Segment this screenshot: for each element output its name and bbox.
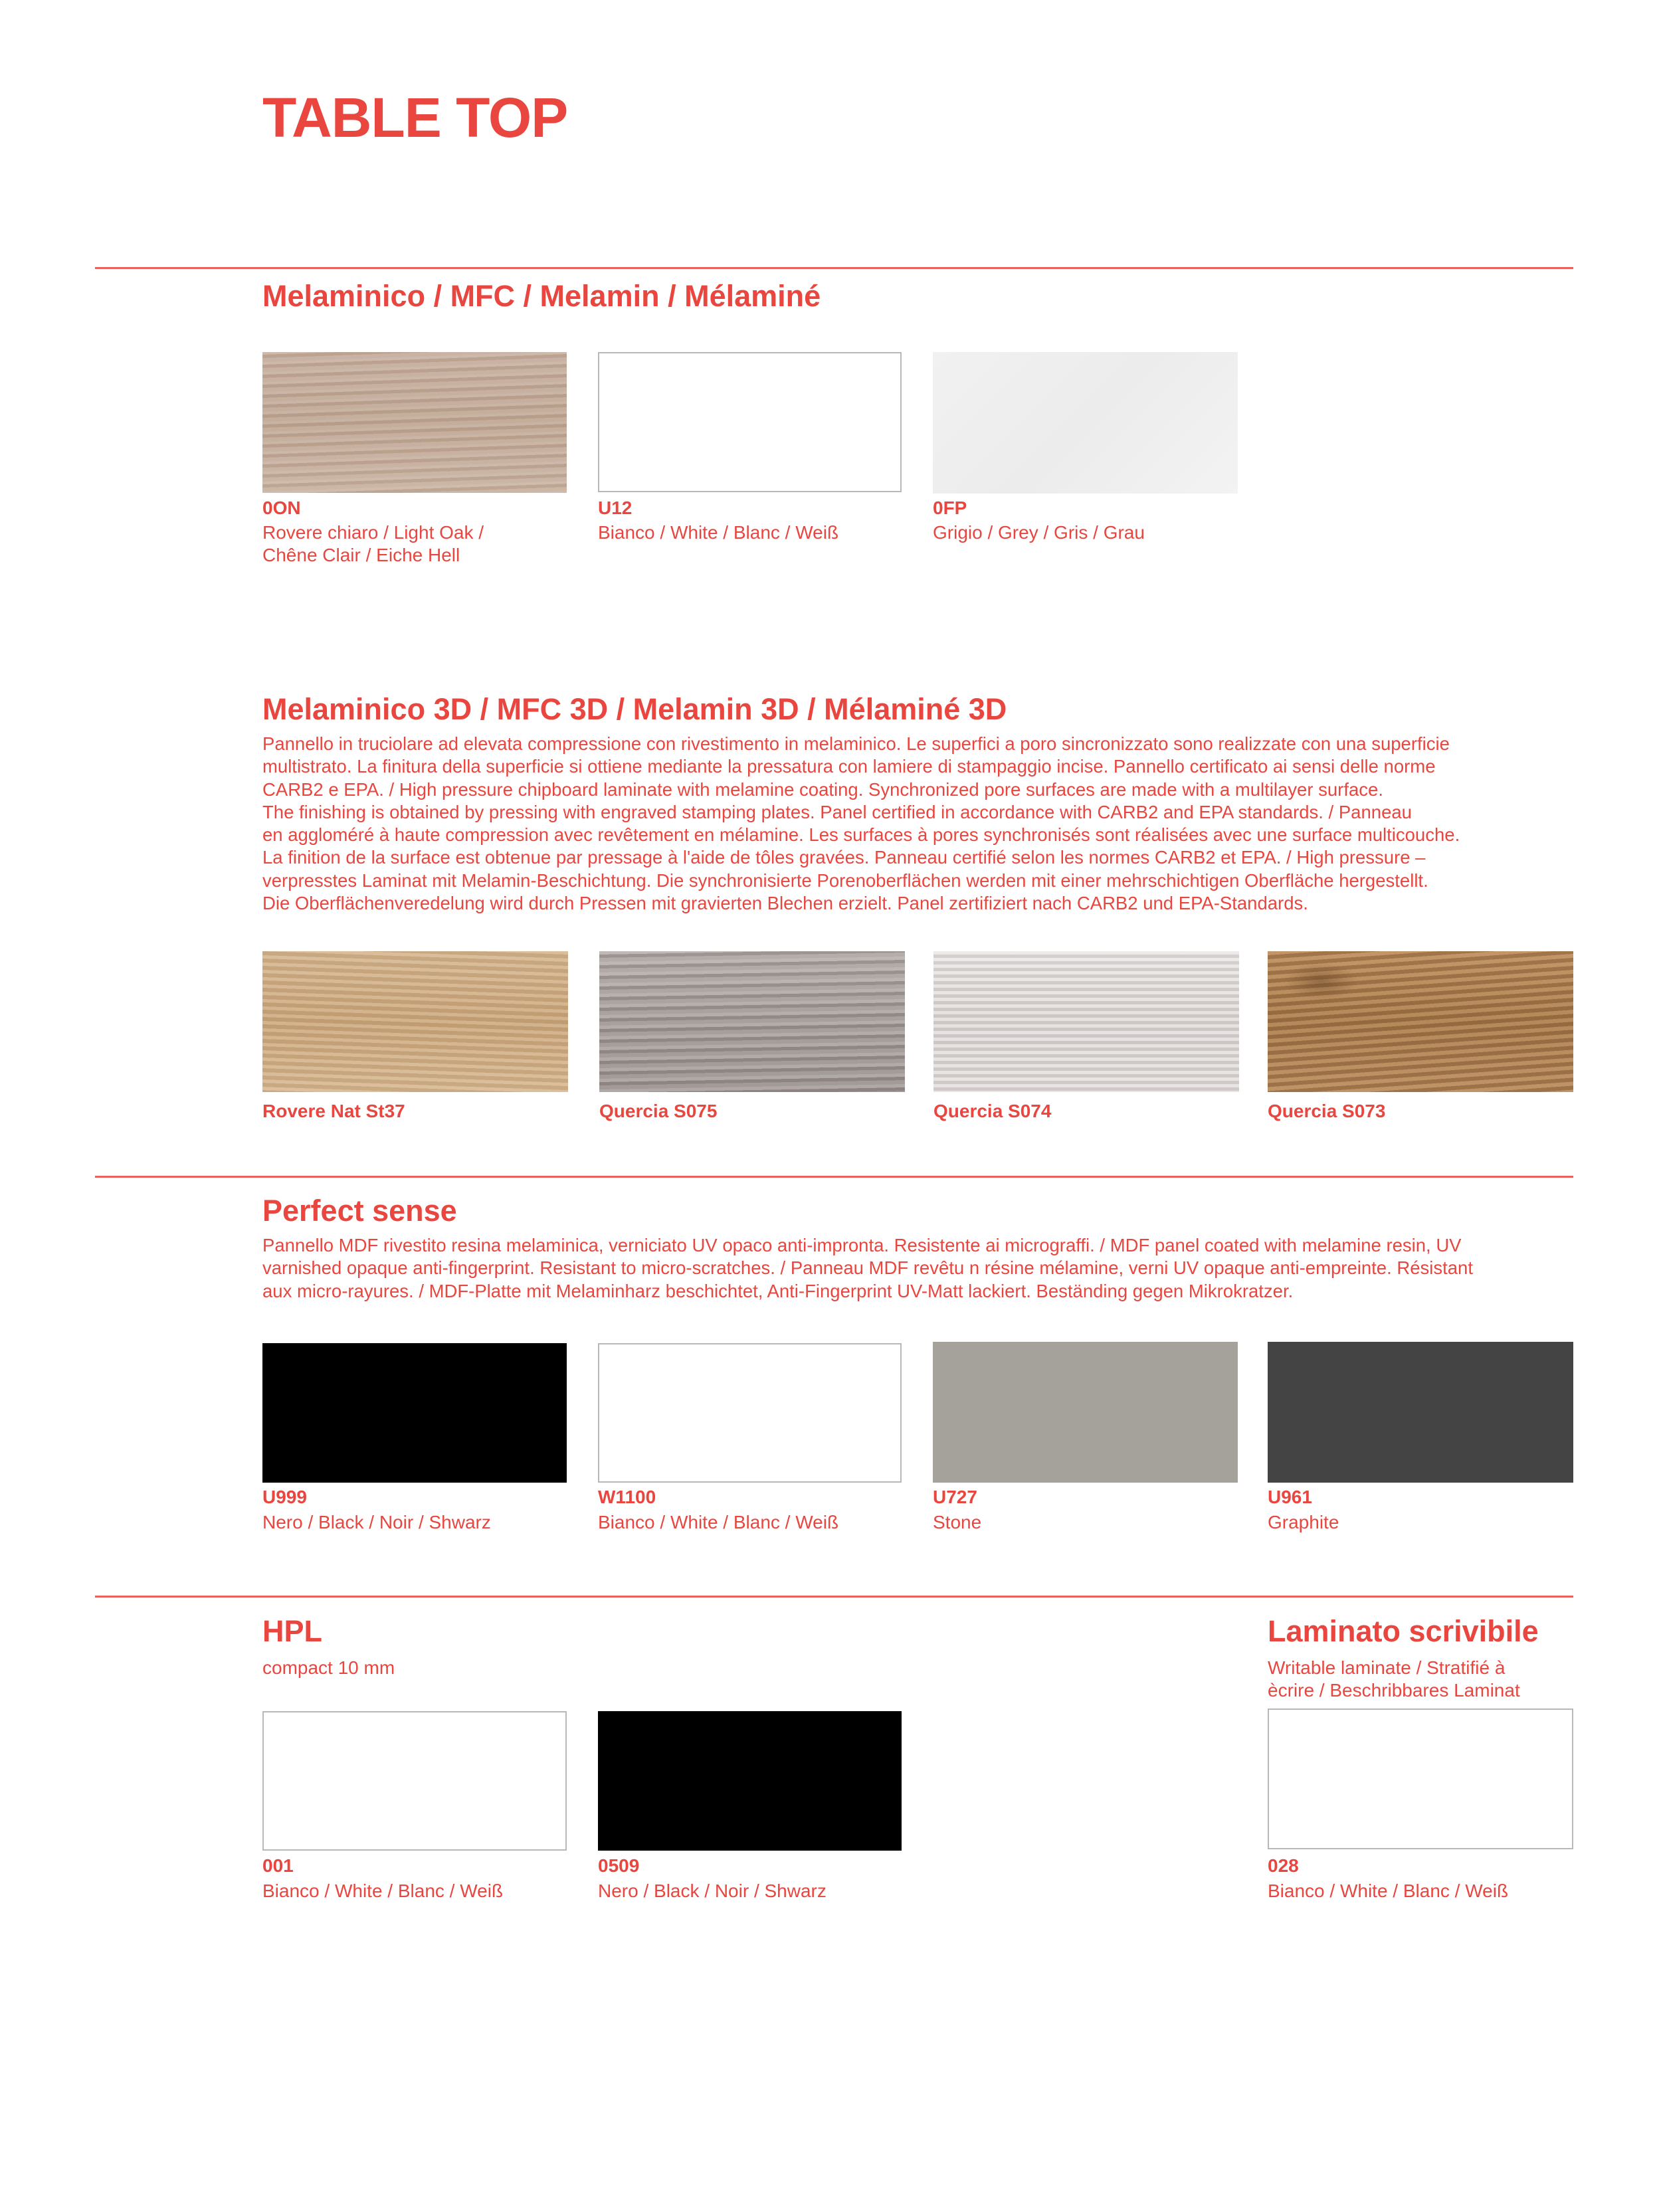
swatch-code: Quercia S075	[599, 1101, 718, 1121]
swatch-name: Nero / Black / Noir / Shwarz	[262, 1512, 491, 1532]
swatch-code: 0509	[598, 1855, 640, 1876]
section-heading-perfect-sense: Perfect sense	[262, 1194, 457, 1228]
swatch-quercia-s075[interactable]	[599, 951, 905, 1092]
swatch-code: U727	[933, 1487, 977, 1507]
section-description: Pannello in truciolare ad elevata compressione con rivestimento in melaminico. Le superfici a poro sincronizzato sono realizzate con una superficie multistrato. La finitura della superficie si ottiene mediante la pressatura con lamiere di stampaggio incise. Pannello certificato ai sensi delle norme CARB2 e EPA. / High pressure chipboard laminate with melamine coating. Synchronized pore surfaces are made with a multilayer surface. The finishing is obtained by pressing with engraved stamping plates. Panel certified in accordance with CARB2 and EPA standards. / Panneau en aggloméré à haute compression avec revêtement en mélamine. Les surfaces à pores synchronisés sont réalisées avec une surface multicouche. La finition de la surface est obtenue par pressage à l'aide de tôles gravées. Panneau certifié selon les normes CARB2 et EPA. / High pressure – verpresstes Laminat mit Melamin-Beschichtung. Die synchronisierte Porenoberflächen werden mit einer mehrschichtigen Oberfläche hergestellt. Die Oberflächenveredelung wird durch Pressen mit gravierten Blechen erzielt. Panel zertifiziert nach CARB2 und EPA-Standards.	[262, 733, 1460, 914]
page-title: TABLE TOP	[262, 86, 568, 149]
swatch-name: Bianco / White / Blanc / Weiß	[1268, 1881, 1509, 1901]
swatch-code: Quercia S074	[933, 1101, 1052, 1121]
section-divider	[95, 1596, 1573, 1598]
swatch-name: Stone	[933, 1512, 982, 1532]
swatch-quercia-s073[interactable]	[1268, 951, 1573, 1092]
swatch-code: Rovere Nat St37	[262, 1101, 405, 1121]
swatch-quercia-s074[interactable]	[933, 951, 1239, 1092]
section-heading-melaminico-3d: Melaminico 3D / MFC 3D / Melamin 3D / Mélaminé 3D	[262, 692, 1007, 726]
section-heading-hpl: HPL	[262, 1614, 322, 1648]
swatch-name: Bianco / White / Blanc / Weiß	[598, 1512, 839, 1532]
swatch-w1100[interactable]	[598, 1343, 902, 1483]
section-heading-laminato-scrivibile: Laminato scrivibile	[1268, 1614, 1539, 1648]
swatch-code: 0ON	[262, 498, 301, 518]
swatch-code: U961	[1268, 1487, 1312, 1507]
swatch-code: 001	[262, 1855, 294, 1876]
swatch-name: Graphite	[1268, 1512, 1339, 1532]
section-subtitle: Writable laminate / Stratifié à ècrire / Beschribbares Laminat	[1268, 1657, 1520, 1701]
swatch-u999[interactable]	[262, 1343, 567, 1483]
swatch-0fp[interactable]	[933, 352, 1238, 494]
swatch-001[interactable]	[262, 1711, 567, 1851]
swatch-code: U12	[598, 498, 633, 518]
section-divider	[95, 1176, 1573, 1178]
swatch-0on[interactable]	[262, 352, 567, 493]
swatch-name: Nero / Black / Noir / Shwarz	[598, 1881, 827, 1901]
section-heading-melaminico: Melaminico / MFC / Melamin / Mélaminé	[262, 279, 821, 313]
swatch-028[interactable]	[1268, 1708, 1573, 1849]
swatch-0509[interactable]	[598, 1711, 902, 1851]
swatch-rovere-nat-st37[interactable]	[262, 951, 568, 1092]
swatch-name: Bianco / White / Blanc / Weiß	[598, 522, 839, 543]
swatch-u961[interactable]	[1268, 1342, 1573, 1483]
swatch-name: Grigio / Grey / Gris / Grau	[933, 522, 1145, 543]
swatch-name: Bianco / White / Blanc / Weiß	[262, 1881, 504, 1901]
swatch-u727[interactable]	[933, 1342, 1238, 1483]
section-divider	[95, 267, 1573, 269]
section-subtitle: compact 10 mm	[262, 1657, 395, 1678]
swatch-code: 028	[1268, 1855, 1299, 1876]
swatch-u12[interactable]	[598, 352, 902, 492]
section-description: Pannello MDF rivestito resina melaminica, verniciato UV opaco anti-impronta. Resistente ai micrograffi. / MDF panel coated with melamine resin, UV varnished opaque anti-fingerprint. Resistant to micro-scratches. / Panneau MDF revêtu n résine mélamine, verni UV opaque anti-empreinte. Résistant aux micro-rayures. / MDF-Platte mit Melaminharz beschichtet, Anti-Fingerprint UV-Matt lackiert. Beständing gegen Mikrokratzer.	[262, 1235, 1473, 1301]
swatch-code: U999	[262, 1487, 307, 1507]
swatch-code: Quercia S073	[1268, 1101, 1386, 1121]
swatch-code: 0FP	[933, 498, 967, 518]
swatch-name: Rovere chiaro / Light Oak / Chêne Clair / Eiche Hell	[262, 522, 484, 565]
swatch-code: W1100	[598, 1487, 656, 1507]
